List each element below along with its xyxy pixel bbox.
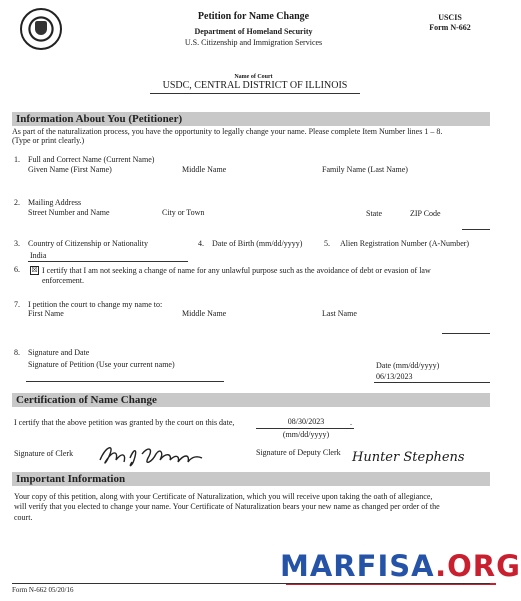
street-field[interactable]: Street Number and Name — [28, 208, 110, 217]
intro-text: As part of the naturalization process, you have the opportunity to legally change your name. Please complete Item Number lines 1 – 8. — [12, 127, 443, 136]
cert-date-format: (mm/dd/yyyy) — [282, 430, 330, 439]
section-header-petitioner: Information About You (Petitioner) — [12, 112, 490, 126]
item-4-number: 4. — [198, 239, 204, 248]
agency-code: USCIS — [438, 13, 462, 22]
deputy-clerk-signature-label: Signature of Deputy Clerk — [256, 448, 341, 457]
item-6-text: I certify that I am not seeking a change of name for any unlawful purpose such as the avoidance of debt or evasion of law — [42, 266, 431, 275]
item-6-text-2: enforcement. — [42, 276, 84, 285]
important-text-2: will verify that you elected to change your name. Your Certificate of Naturalization bears your new name as changed per order of the — [14, 502, 440, 511]
given-name-field[interactable]: Given Name (First Name) — [28, 165, 112, 174]
form-title: Petition for Name Change — [197, 11, 310, 22]
state-field[interactable]: State — [366, 209, 382, 218]
new-first-name-field[interactable]: First Name — [28, 309, 64, 318]
new-last-name-field[interactable]: Last Name — [322, 309, 357, 318]
section-header-certification: Certification of Name Change — [12, 393, 490, 407]
item-5-number: 5. — [324, 239, 330, 248]
petition-date-label: Date (mm/dd/yyyy) — [376, 361, 440, 370]
intro-text-2: (Type or print clearly.) — [12, 136, 85, 145]
important-text-3: court. — [14, 513, 33, 522]
new-middle-name-field[interactable]: Middle Name — [182, 309, 227, 318]
dob-field[interactable]: Date of Birth (mm/dd/yyyy) — [212, 239, 303, 248]
city-field[interactable]: City or Town — [162, 208, 205, 217]
watermark: MARFISA.ORG — [280, 549, 521, 583]
petitioner-signature-line[interactable] — [26, 381, 224, 382]
item-2-label: Mailing Address — [28, 198, 82, 207]
form-number: Form N-662 — [429, 23, 471, 32]
zip-field[interactable]: ZIP Code — [410, 209, 441, 218]
petitioner-signature-label: Signature of Petition (Use your current name) — [28, 360, 175, 369]
clerk-signature-label: Signature of Clerk — [14, 449, 74, 458]
item-3-label: Country of Citizenship or Nationality — [28, 239, 148, 248]
court-label: Name of Court — [234, 74, 273, 80]
department-name: Department of Homeland Security — [194, 27, 313, 36]
family-name-field[interactable]: Family Name (Last Name) — [322, 165, 408, 174]
citizenship-value[interactable]: India — [30, 251, 47, 260]
petition-date-value[interactable]: 06/13/2023 — [376, 372, 413, 381]
cert-text: I certify that the above petition was granted by the court on this date, — [14, 418, 235, 427]
item-6-number: 6. — [14, 265, 20, 274]
form-edition-date: Form N-662 05/20/16 — [12, 586, 74, 594]
section-header-important: Important Information — [12, 472, 490, 486]
item-8-label: Signature and Date — [28, 348, 90, 357]
item-1-number: 1. — [14, 155, 20, 164]
cert-date-value[interactable]: 08/30/2023 — [287, 417, 325, 426]
item-1-label: Full and Correct Name (Current Name) — [28, 155, 155, 164]
item-3-number: 3. — [14, 239, 20, 248]
clerk-signature-image — [94, 440, 214, 475]
certify-checkbox[interactable]: ☒ — [31, 266, 38, 274]
agency-name: U.S. Citizenship and Immigration Services — [184, 38, 323, 47]
middle-name-field[interactable]: Middle Name — [182, 165, 227, 174]
item-7-label: I petition the court to change my name to: — [28, 300, 163, 309]
item-2-number: 2. — [14, 198, 20, 207]
a-number-field[interactable]: Alien Registration Number (A-Number) — [340, 239, 470, 248]
item-7-number: 7. — [14, 300, 20, 309]
important-text-1: Your copy of this petition, along with your Certificate of Naturalization, which you will receive upon taking the oath of allegiance, — [14, 492, 433, 501]
court-value[interactable]: USDC, CENTRAL DISTRICT OF ILLINOIS — [162, 80, 348, 91]
item-8-number: 8. — [14, 348, 20, 357]
deputy-clerk-signature: Hunter Stephens — [352, 450, 465, 465]
